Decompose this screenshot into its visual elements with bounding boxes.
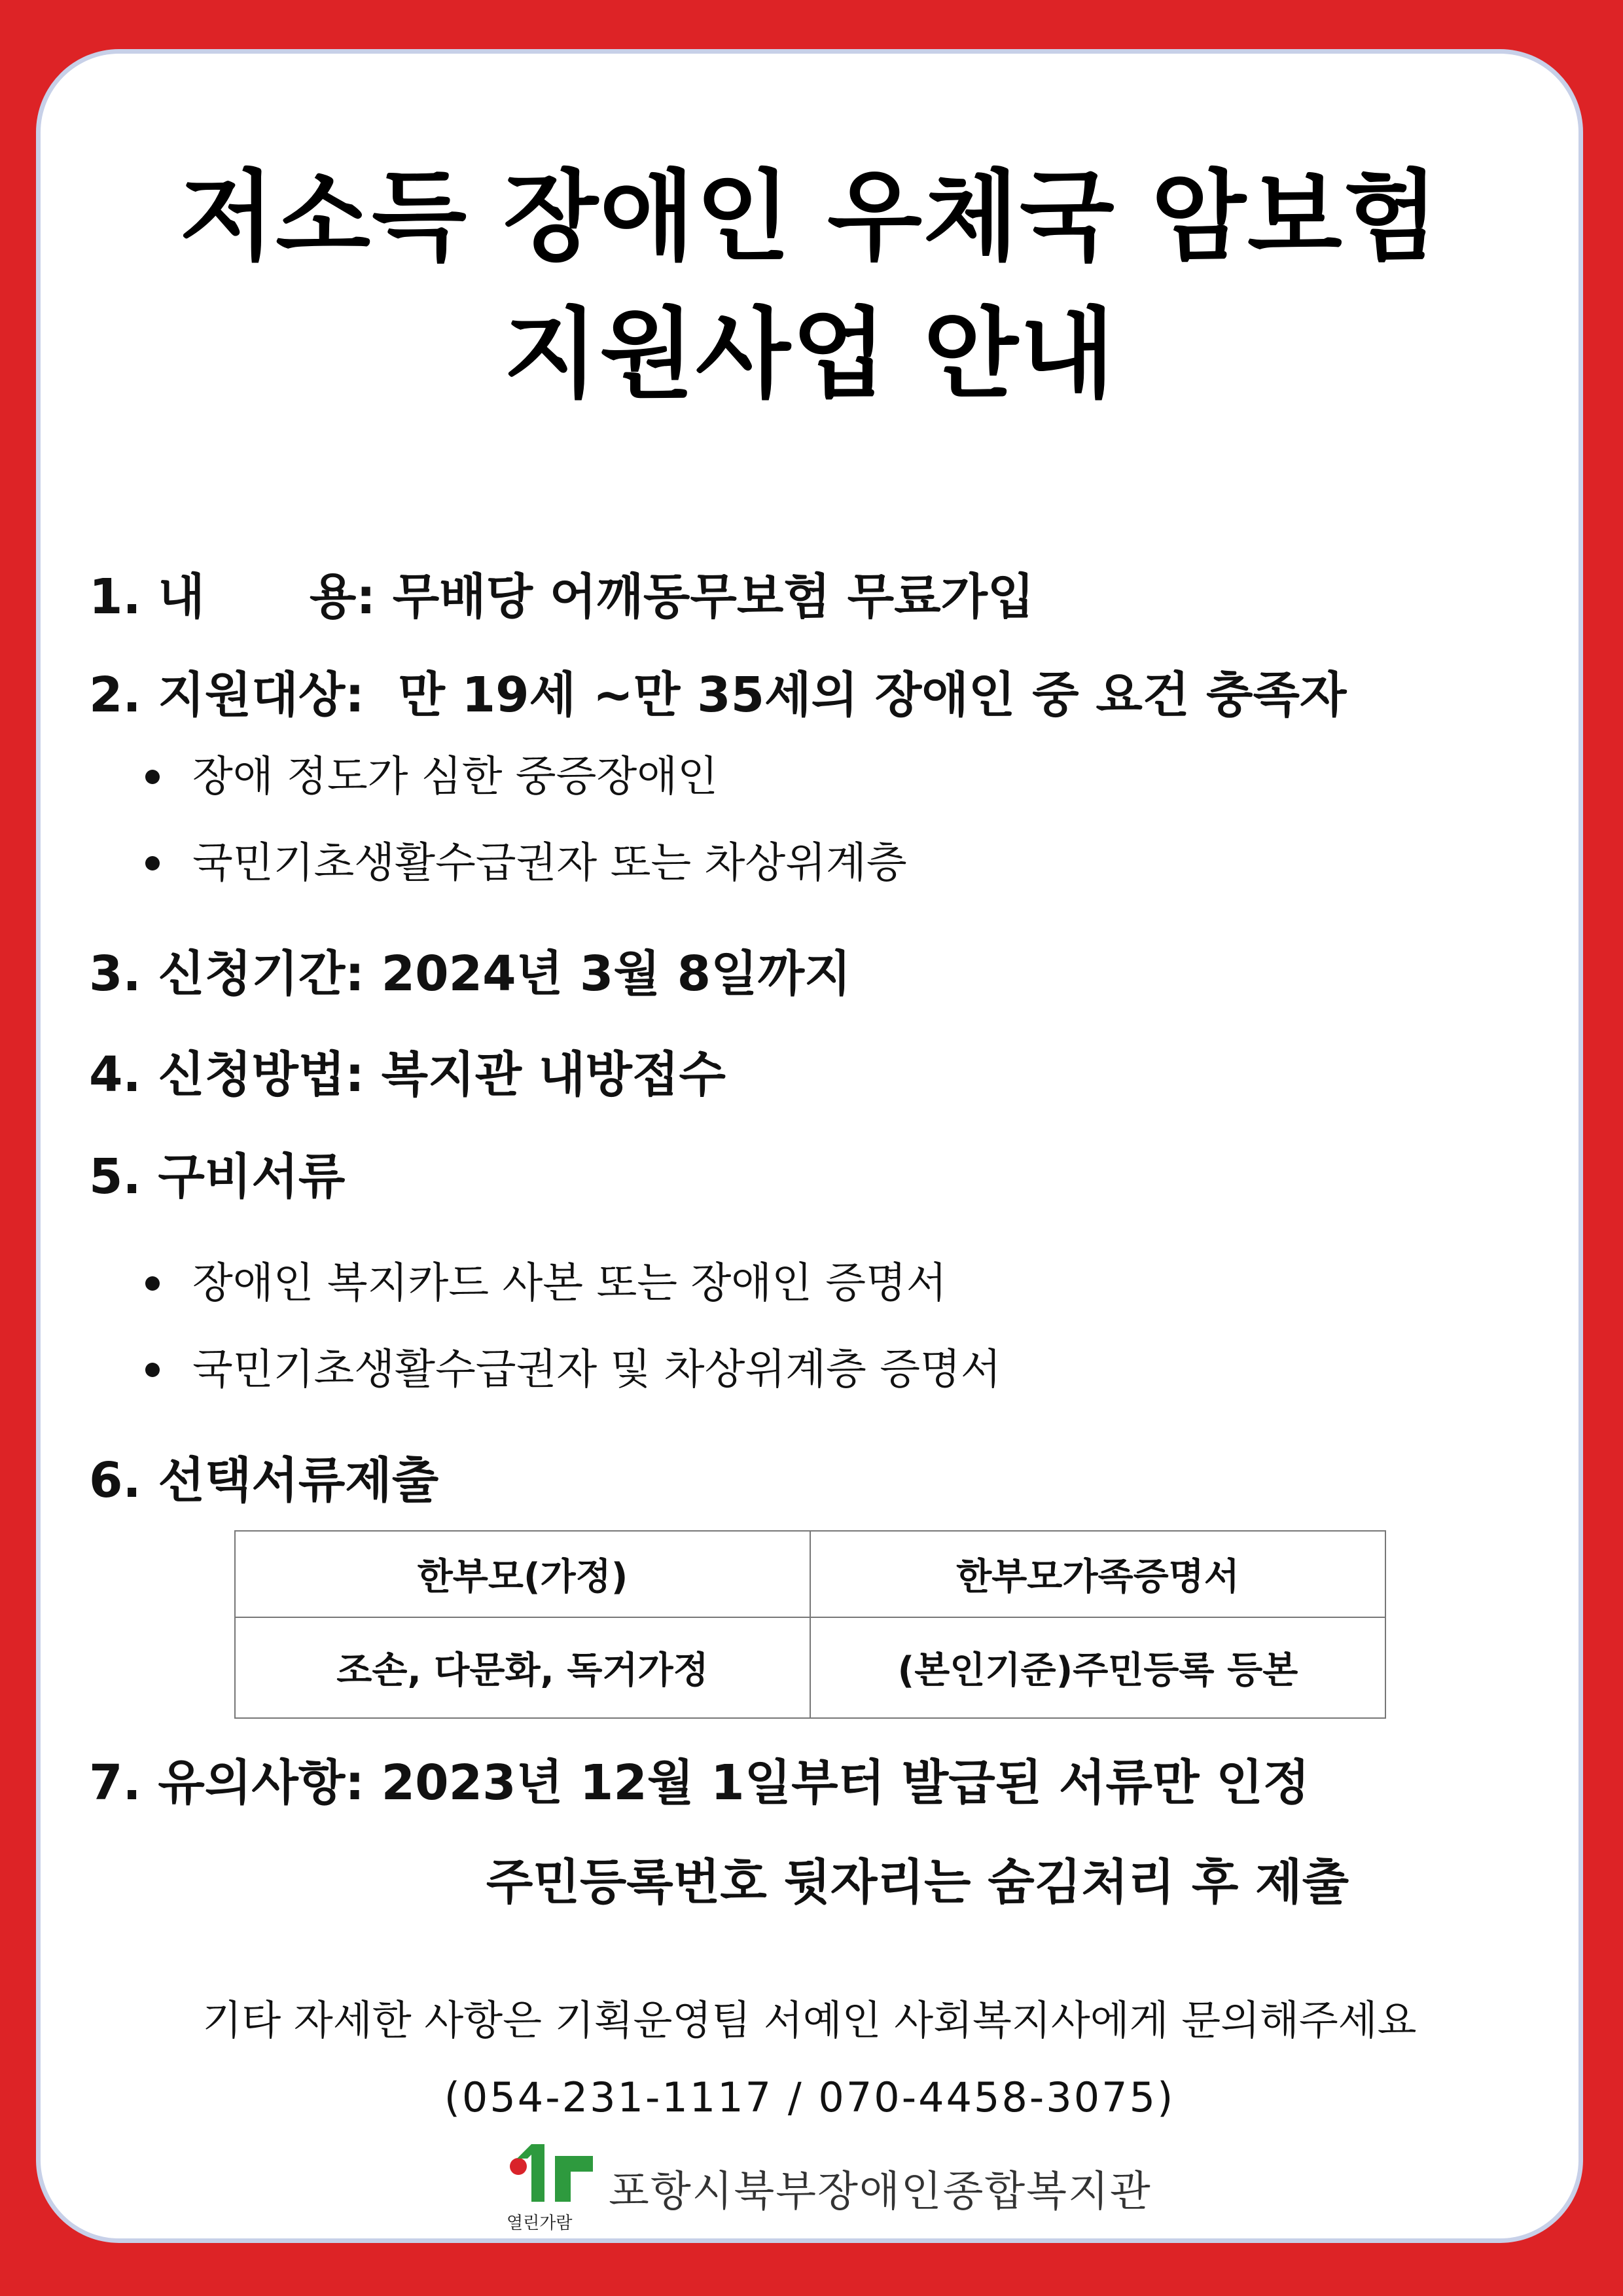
bullet-dot <box>145 856 160 870</box>
title-line-1: 저소득 장애인 우체국 암보험 <box>179 160 1440 274</box>
table-cell: (본인기준)주민등록 등본 <box>810 1617 1385 1718</box>
section-3-label: 3. 신청기간: <box>89 946 365 1002</box>
bullet-dot <box>145 770 160 784</box>
optional-documents-table <box>234 1530 1386 1719</box>
table-row <box>235 1617 1385 1718</box>
logo-subtitle: 열린가람 <box>507 2214 573 2233</box>
section-5-label: 5. 구비서류 <box>89 1149 346 1205</box>
section-7-note: 주민등록번호 뒷자리는 숨김처리 후 제출 <box>486 1854 1349 1910</box>
logo-mark-icon <box>504 2139 596 2211</box>
organization-name: 포항시북부장애인종합복지관 <box>609 2168 1152 2216</box>
section-2 <box>89 662 1347 728</box>
section-6-label: 6. 선택서류제출 <box>89 1452 439 1509</box>
section-2-label: 2. 지원대상: <box>89 667 365 723</box>
section-2-bullet-1: 장애 정도가 심한 중증장애인 <box>192 753 718 801</box>
section-5 <box>89 1144 345 1210</box>
section-1-label: 1. 내 <box>89 569 205 625</box>
section-7 <box>89 1750 1310 1816</box>
title-line-2: 지원사업 안내 <box>503 298 1116 412</box>
section-4-text: 복지관 내방접수 <box>381 1047 726 1103</box>
contact-info: 기타 자세한 사항은 기획운영팀 서예인 사회복지사에게 문의해주세요 <box>202 1996 1417 2044</box>
section-5-bullet-1: 장애인 복지카드 사본 또는 장애인 증명서 <box>192 1259 947 1308</box>
section-1-label-end: 용: <box>309 569 376 625</box>
section-7-label: 7. 유의사항: <box>89 1755 365 1811</box>
section-3-text: 2024년 3월 8일까지 <box>381 946 851 1002</box>
table-cell: 조손, 다문화, 독거가정 <box>235 1617 810 1718</box>
notice-card <box>41 54 1578 2238</box>
section-4-label: 4. 신청방법: <box>89 1047 365 1103</box>
section-5-bullet-2: 국민기초생활수급권자 및 차상위계층 증명서 <box>192 1346 1001 1394</box>
table-header-row <box>235 1531 1385 1617</box>
contact-phone: (054-231-1117 / 070-4458-3075) <box>444 2073 1175 2121</box>
bullet-dot <box>145 1276 160 1291</box>
section-1-text: 무배당 어깨동무보험 무료가입 <box>392 569 1035 625</box>
section-7-text: 2023년 12월 1일부터 발급된 서류만 인정 <box>381 1755 1310 1811</box>
section-2-text: 만 19세 ~만 35세의 장애인 중 요건 충족자 <box>398 667 1347 723</box>
section-1 <box>89 564 1035 630</box>
section-6 <box>89 1448 438 1513</box>
section-2-bullet-2: 국민기초생활수급권자 또는 차상위계층 <box>192 839 907 888</box>
section-4 <box>89 1042 726 1107</box>
organization-logo <box>504 2139 1152 2233</box>
section-3 <box>89 941 851 1007</box>
table-header-cell: 한부모(가정) <box>235 1531 810 1617</box>
bullet-dot <box>145 1363 160 1377</box>
table-header-cell: 한부모가족증명서 <box>810 1531 1385 1617</box>
